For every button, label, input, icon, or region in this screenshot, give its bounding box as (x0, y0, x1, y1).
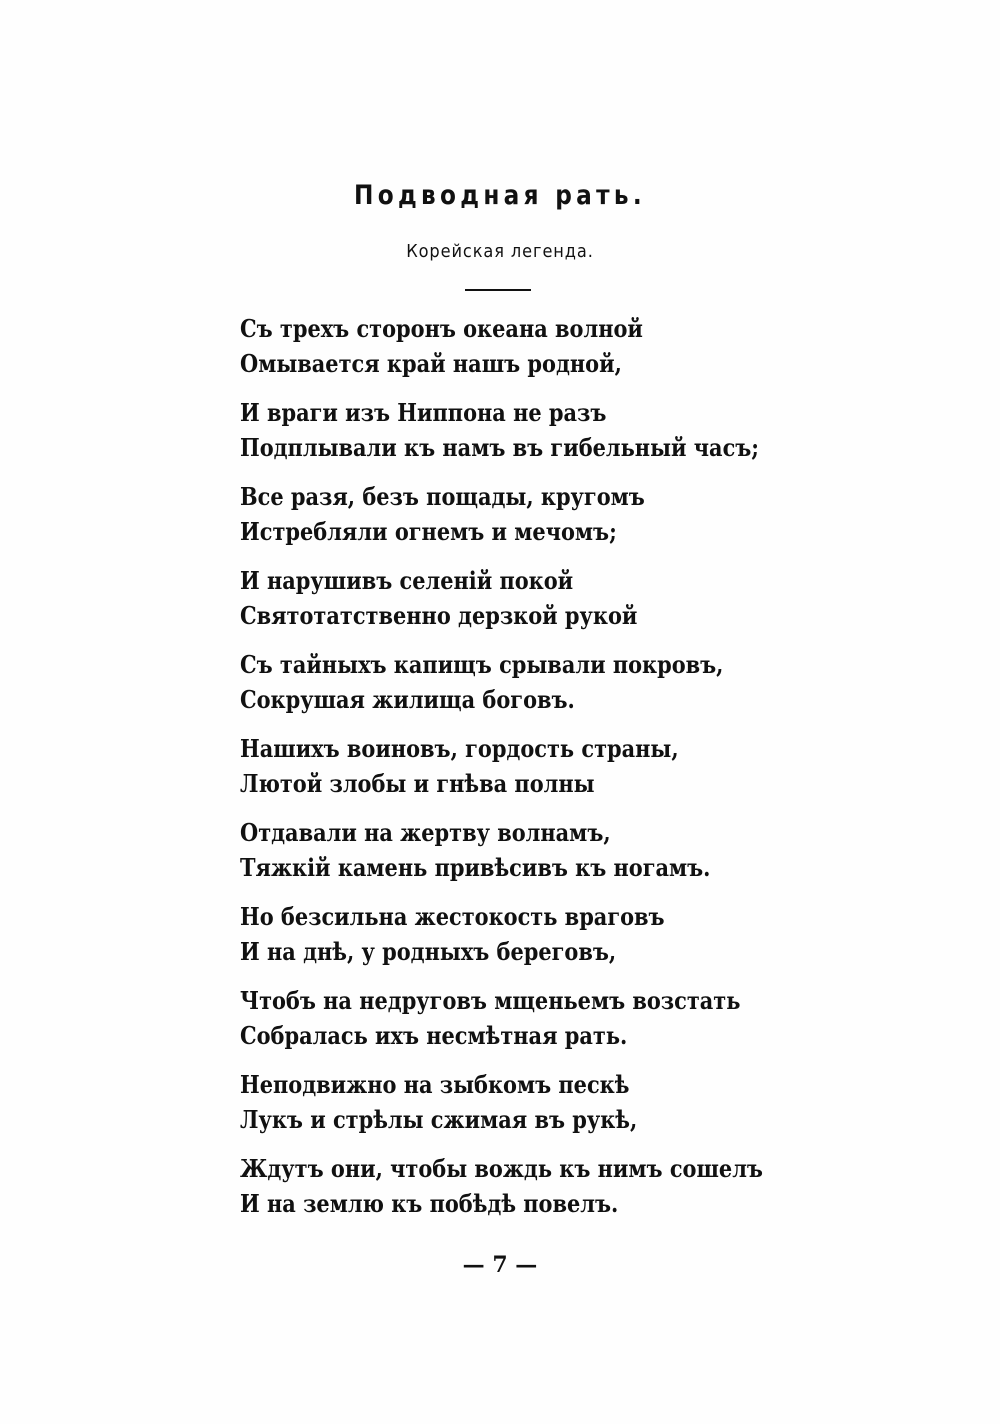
verse-line: И нарушивъ селеній покой (240, 566, 574, 595)
stanza (240, 1151, 800, 1221)
verse-line: Подплывали къ намъ въ гибельный часъ; (240, 433, 760, 462)
verse-line: Тяжкій камень привѣсивъ къ ногамъ. (240, 853, 711, 882)
verse-line: И на днѣ, у родныхъ береговъ, (240, 937, 617, 966)
poem-body (240, 311, 800, 1235)
verse-line: Отдавали на жертву волнамъ, (240, 818, 611, 847)
title-divider (465, 289, 531, 291)
verse-line: Лукъ и стрѣлы сжимая въ рукѣ, (240, 1105, 638, 1134)
verse-line: Истребляли огнемъ и мечомъ; (240, 517, 617, 546)
stanza (240, 1067, 800, 1137)
stanza (240, 731, 800, 801)
verse-line: Омывается край нашъ родной, (240, 349, 622, 378)
verse-line: Но безсильна жестокость враговъ (240, 902, 665, 931)
verse-line: И на землю къ побѣдѣ повелъ. (240, 1189, 619, 1218)
verse-line: Неподвижно на зыбкомъ пескѣ (240, 1070, 630, 1099)
stanza (240, 311, 800, 381)
page-number: — 7 — (462, 1252, 538, 1278)
verse-line: Съ трехъ сторонъ океана волной (240, 314, 643, 343)
poem-subtitle: Корейская легенда. (406, 241, 594, 262)
verse-line: Сокрушая жилища боговъ. (240, 685, 575, 714)
verse-line: Все разя, безъ пощады, кругомъ (240, 482, 645, 511)
stanza (240, 563, 800, 633)
stanza (240, 899, 800, 969)
verse-line: Святотатственно дерзкой рукой (240, 601, 638, 630)
verse-line: Собралась ихъ несмѣтная рать. (240, 1021, 628, 1050)
verse-line: И враги изъ Ниппона не разъ (240, 398, 607, 427)
poem-title: Подводная рать. (354, 180, 646, 211)
stanza (240, 395, 800, 465)
verse-line: Лютой злобы и гнѣва полны (240, 769, 595, 798)
stanza (240, 815, 800, 885)
verse-line: Чтобъ на недруговъ мщеньемъ возстать (240, 986, 741, 1015)
stanza (240, 983, 800, 1053)
stanza (240, 647, 800, 717)
stanza (240, 479, 800, 549)
verse-line: Съ тайныхъ капищъ срывали покровъ, (240, 650, 724, 679)
verse-line: Нашихъ воиновъ, гордость страны, (240, 734, 679, 763)
verse-line: Ждутъ они, чтобы вождь къ нимъ сошелъ (240, 1154, 763, 1183)
